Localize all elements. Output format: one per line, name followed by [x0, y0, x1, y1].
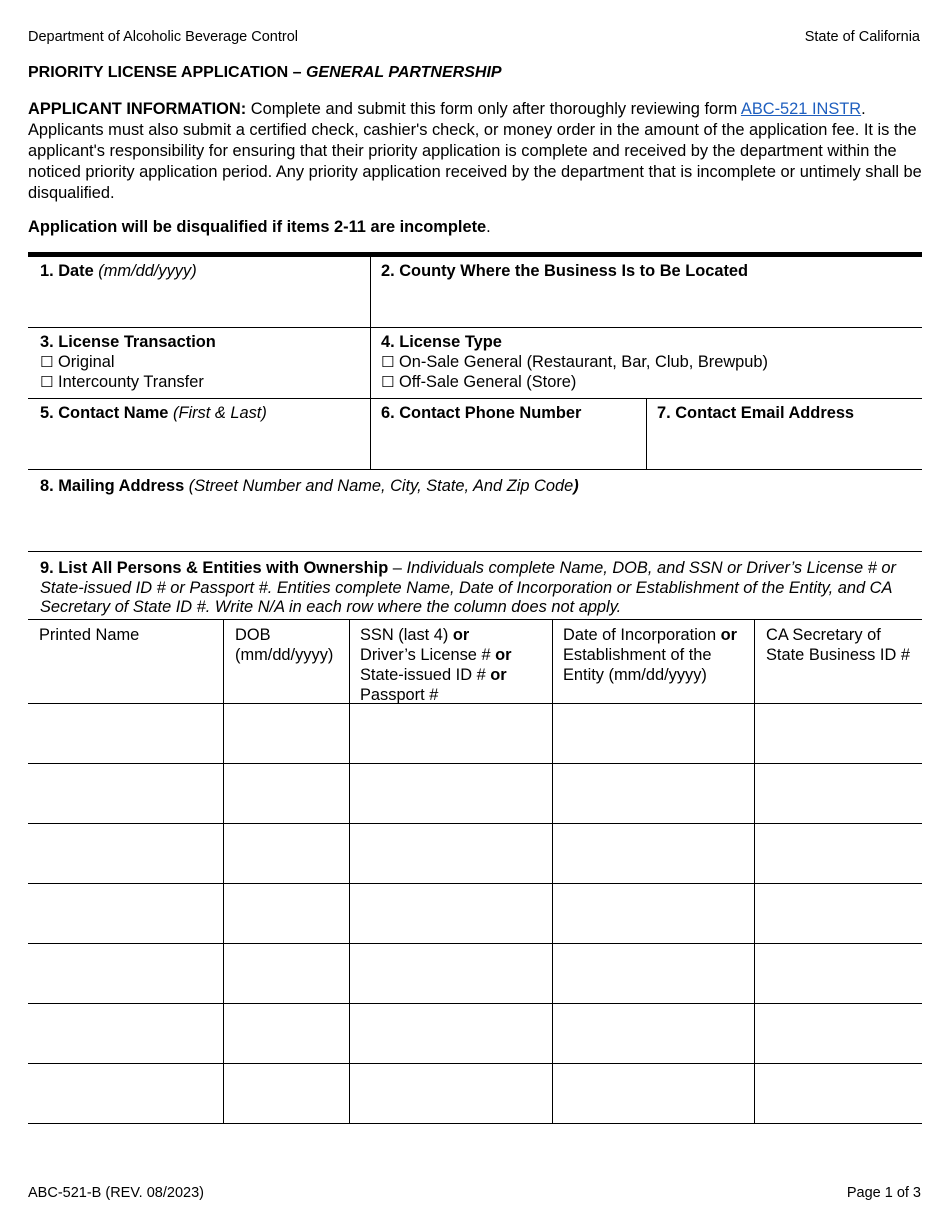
- table-top-border: [28, 619, 922, 620]
- ownership-section-header: 9. List All Persons & Entities with Ownership – Individuals complete Name, DOB, and SSN or Driver’s License # or State-issued ID # or Passport #. Entities complete Name, Date of Incorporation or Establishment of the Entity, and CA Secretary of State ID #. Write N/A in each row where the column does not apply.: [40, 559, 896, 616]
- table-cell-incorporation-date[interactable]: [553, 1064, 754, 1122]
- checkbox-icon[interactable]: ☐: [381, 373, 395, 391]
- checkbox-icon[interactable]: ☐: [40, 373, 54, 391]
- table-cell-sos-id[interactable]: [755, 764, 921, 822]
- divider: [28, 327, 922, 328]
- table-cell-id-number[interactable]: [350, 764, 552, 822]
- table-cell-sos-id[interactable]: [755, 1064, 921, 1122]
- table-cell-id-number[interactable]: [350, 824, 552, 882]
- table-cell-dob[interactable]: [224, 1004, 349, 1062]
- license-type-option-on-sale[interactable]: ☐ On-Sale General (Restaurant, Bar, Club, Brewpub): [381, 353, 768, 371]
- checkbox-icon[interactable]: ☐: [381, 353, 395, 371]
- table-cell-sos-id[interactable]: [755, 944, 921, 1002]
- contact-email-input[interactable]: [648, 426, 921, 468]
- table-cell-id-number[interactable]: [350, 944, 552, 1002]
- table-cell-printed-name[interactable]: [29, 1004, 223, 1062]
- applicant-information: APPLICANT INFORMATION: Complete and submit this form only after thoroughly reviewing form ABC-521 INSTR. Applicants must also submit a certified check, cashier's check, or money order in the amount of the application fee. It is the applicant's responsibility for ensuring that their priority application is complete and received by the department within the noticed priority application period. Any priority application received by the department that is incomplete or untimely shall be disqualified.: [28, 100, 922, 202]
- column-header-printed-name: Printed Name: [39, 626, 140, 644]
- table-cell-sos-id[interactable]: [755, 884, 921, 942]
- state-name: State of California: [804, 29, 920, 45]
- license-transaction-label: 3. License Transaction: [40, 333, 216, 351]
- form-id: ABC-521-B (REV. 08/2023): [28, 1185, 204, 1201]
- column-header-incorporation-date: Date of Incorporation or Establishment of the Entity (mm/dd/yyyy): [563, 626, 738, 684]
- table-cell-dob[interactable]: [224, 764, 349, 822]
- table-cell-id-number[interactable]: [350, 1004, 552, 1062]
- table-cell-printed-name[interactable]: [29, 1064, 223, 1122]
- form-subtitle: GENERAL PARTNERSHIP: [305, 64, 502, 81]
- divider: [28, 398, 922, 399]
- mailing-address-input[interactable]: [29, 499, 921, 550]
- table-cell-printed-name[interactable]: [29, 824, 223, 882]
- table-cell-printed-name[interactable]: [29, 884, 223, 942]
- license-type-option-off-sale[interactable]: ☐ Off-Sale General (Store): [381, 373, 577, 391]
- transaction-option-intercounty[interactable]: ☐ Intercounty Transfer: [40, 373, 204, 391]
- disqualify-notice: Application will be disqualified if items 2-11 are incomplete.: [28, 218, 491, 236]
- table-cell-printed-name[interactable]: [29, 764, 223, 822]
- divider: [646, 398, 647, 469]
- table-cell-incorporation-date[interactable]: [553, 1004, 754, 1062]
- contact-name-input[interactable]: [29, 426, 369, 468]
- divider: [28, 469, 922, 470]
- table-cell-id-number[interactable]: [350, 884, 552, 942]
- form-title: PRIORITY LICENSE APPLICATION – GENERAL PARTNERSHIP: [28, 64, 502, 81]
- table-cell-sos-id[interactable]: [755, 1004, 921, 1062]
- table-cell-sos-id[interactable]: [755, 704, 921, 762]
- table-cell-incorporation-date[interactable]: [553, 764, 754, 822]
- table-cell-incorporation-date[interactable]: [553, 884, 754, 942]
- license-type-group: [381, 332, 768, 392]
- county-field-label: 2. County Where the Business Is to Be Located: [381, 262, 749, 280]
- abc-521-instr-link[interactable]: ABC-521 INSTR: [740, 100, 862, 118]
- contact-phone-label: 6. Contact Phone Number: [381, 404, 582, 422]
- table-cell-printed-name[interactable]: [29, 944, 223, 1002]
- table-cell-dob[interactable]: [224, 704, 349, 762]
- department-name: Department of Alcoholic Beverage Control: [28, 29, 299, 45]
- table-cell-id-number[interactable]: [350, 704, 552, 762]
- table-cell-dob[interactable]: [224, 884, 349, 942]
- table-cell-printed-name[interactable]: [29, 704, 223, 762]
- table-cell-dob[interactable]: [224, 1064, 349, 1122]
- divider: [28, 551, 922, 552]
- contact-email-label: 7. Contact Email Address: [657, 404, 855, 422]
- date-field-label: 1. Date (mm/dd/yyyy): [40, 262, 197, 280]
- divider: [370, 257, 371, 469]
- table-cell-id-number[interactable]: [350, 1064, 552, 1122]
- column-header-id-number: SSN (last 4) or Driver’s License # or State-issued ID # or Passport #: [360, 626, 512, 704]
- intro-label: APPLICANT INFORMATION:: [28, 100, 247, 118]
- mailing-address-label: 8. Mailing Address (Street Number and Name, City, State, And Zip Code): [40, 477, 579, 495]
- table-cell-dob[interactable]: [224, 944, 349, 1002]
- column-header-sos-id: CA Secretary of State Business ID #: [766, 626, 910, 664]
- table-cell-incorporation-date[interactable]: [553, 944, 754, 1002]
- column-header-dob: DOB (mm/dd/yyyy): [235, 626, 334, 664]
- county-input[interactable]: [372, 284, 921, 326]
- form-top-rule: [28, 252, 922, 257]
- date-input[interactable]: [29, 284, 369, 326]
- license-type-label: 4. License Type: [381, 333, 502, 351]
- license-transaction-group: [40, 332, 216, 392]
- table-cell-dob[interactable]: [224, 824, 349, 882]
- page-number: Page 1 of 3: [846, 1185, 921, 1201]
- table-cell-incorporation-date[interactable]: [553, 824, 754, 882]
- contact-name-label: 5. Contact Name (First & Last): [40, 404, 267, 422]
- contact-phone-input[interactable]: [372, 426, 645, 468]
- table-bottom-border: [28, 1123, 922, 1124]
- table-cell-incorporation-date[interactable]: [553, 704, 754, 762]
- checkbox-icon[interactable]: ☐: [40, 353, 54, 371]
- table-cell-sos-id[interactable]: [755, 824, 921, 882]
- transaction-option-original[interactable]: ☐ Original: [40, 353, 115, 371]
